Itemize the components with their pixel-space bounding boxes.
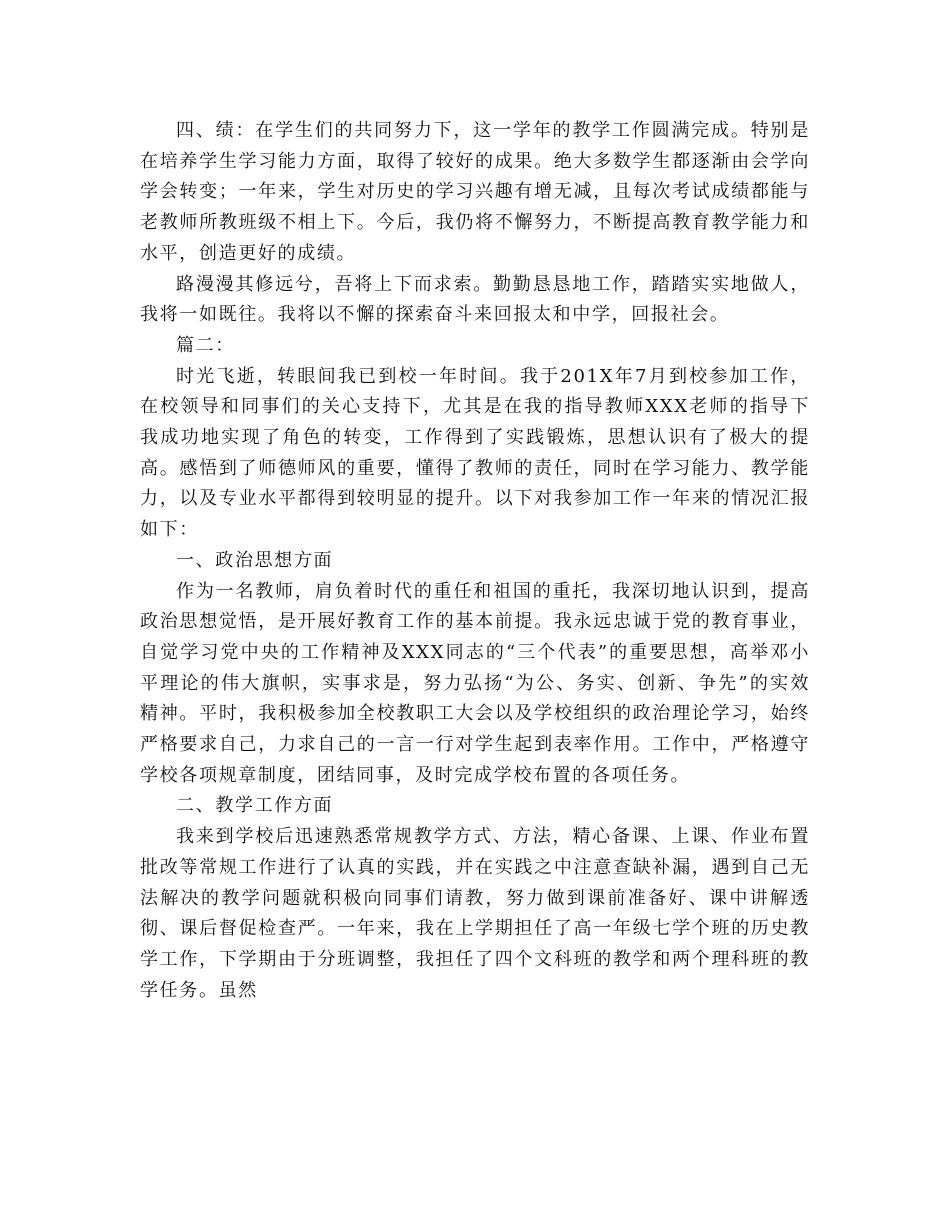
document-body: [140, 116, 810, 1006]
paragraph-results: 四、绩：在学生们的共同努力下，这一学年的教学工作圆满完成。特别是在培养学生学习能力方面，取得了较好的成果。绝大多数学生都逐渐由会学向学会转变；一年来，学生对历史的学习兴趣有增无减，且每次考试成绩都能与老教师所教班级不相上下。今后，我仍将不懈努力，不断提高教育教学能力和水平，创造更好的成绩。: [140, 120, 810, 264]
section-heading-part-two: 篇二：: [176, 334, 235, 356]
paragraph-intro: 时光飞逝，转眼间我已到校一年时间。我于201X年7月到校参加工作，在校领导和同事们的关心支持下，尤其是在我的指导教师XXX老师的指导下我成功地实现了角色的转变，工作得到了实践锻炼，思想认识有了极大的提高。感悟到了师德师风的重要，懂得了教师的责任，同时在学习能力、教学能力，以及专业水平都得到较明显的提升。以下对我参加工作一年来的情况汇报如下：: [140, 365, 810, 541]
paragraph-political: 作为一名教师，肩负着时代的重任和祖国的重托，我深切地认识到，提高政治思想觉悟，是开展好教育工作的基本前提。我永远忠诚于党的教育事业，自觉学习党中央的工作精神及XXX同志的“三个代表”的重要思想，高举邓小平理论的伟大旗帜，实事求是，努力弘扬“为公、务实、创新、争先”的实效精神。平时，我积极参加全校教职工大会以及学校组织的政治理论学习，始终严格要求自己，力求自己的一言一行对学生起到表率作用。工作中，严格遵守学校各项规章制度，团结同事，及时完成学校布置的各项任务。: [140, 580, 810, 786]
section-heading-political: 一、政治思想方面: [176, 549, 334, 571]
paragraph-quote: 路漫漫其修远兮，吾将上下而求索。勤勤恳恳地工作，踏踏实实地做人，我将一如既往。我将以不懈的探索奋斗来回报太和中学，回报社会。: [140, 273, 810, 326]
section-heading-teaching: 二、教学工作方面: [176, 795, 334, 817]
paragraph-teaching: 我来到学校后迅速熟悉常规教学方式、方法，精心备课、上课、作业布置批改等常规工作进行了认真的实践，并在实践之中注意查缺补漏，遇到自己无法解决的教学问题就积极向同事们请教，努力做到课前准备好、课中讲解透彻、课后督促检查严。一年来，我在上学期担任了高一年级七学个班的历史教学工作，下学期由于分班调整，我担任了四个文科班的教学和两个理科班的教学任务。虽然: [140, 826, 810, 1001]
